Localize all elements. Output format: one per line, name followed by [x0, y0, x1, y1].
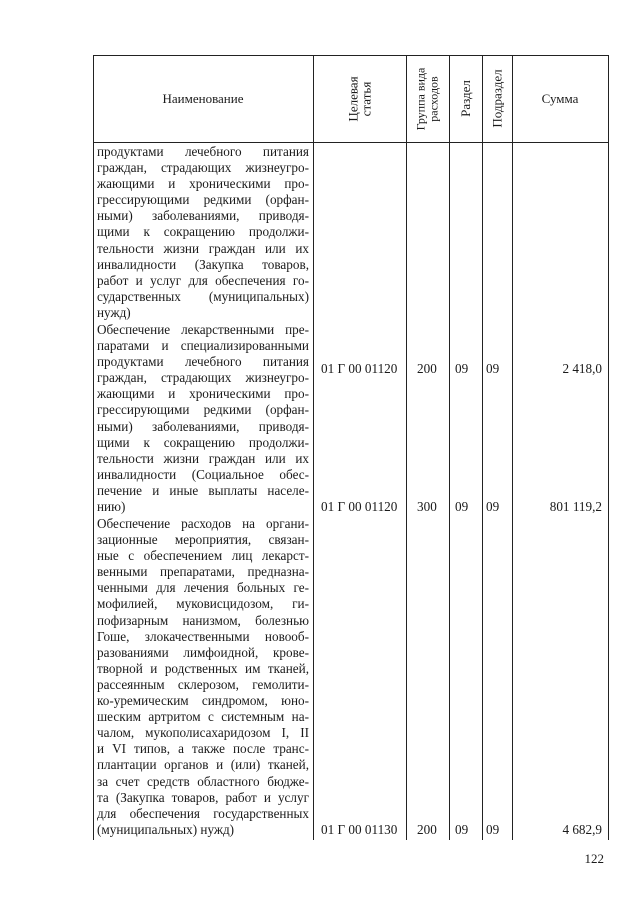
- row-subsection: 09: [486, 361, 500, 376]
- row-article: 01 Г 00 01130: [321, 822, 398, 837]
- col-border-subsection: [482, 55, 483, 840]
- row-sum: 2 418,0: [562, 361, 602, 376]
- col-border-left: [93, 55, 94, 840]
- row-name-line: ными) заболеваниями, приводя-: [97, 418, 309, 434]
- header-expense-group: [406, 55, 449, 142]
- row-group: 300: [417, 499, 437, 514]
- row-name-line: тельности жизни граждан или их: [97, 240, 309, 256]
- row-name-line: за счет средств областного бюдже-: [97, 773, 309, 789]
- row-name-line: жающими и хроническими про-: [97, 176, 309, 192]
- col-border-article: [313, 55, 314, 840]
- row-name-line: граждан, страдающих жизнеугро-: [97, 370, 309, 386]
- table-header: [93, 55, 608, 142]
- row-name-line: ко-уремическим синдромом, юно-: [97, 693, 309, 709]
- row-name-line: нию): [97, 499, 126, 515]
- row-name-line: рассеянным склерозом, гемолити-: [97, 676, 309, 692]
- row-name-line: нужд): [97, 304, 131, 320]
- row-name-line: сударственных (муниципальных): [97, 288, 309, 304]
- row-name-line: работ и услуг для обеспечения го-: [97, 272, 309, 288]
- header-target-article-label: [346, 76, 372, 121]
- row-name-line: ными) заболеваниями, приводя-: [97, 208, 309, 224]
- row-name-line: венными препаратами, предназна-: [97, 564, 309, 580]
- row-name-line: ные с обеспечением лиц лекарст-: [97, 548, 309, 564]
- row-name-line: продуктами лечебного питания: [97, 354, 309, 370]
- header-expense-group-line2: расходов: [426, 75, 441, 122]
- row-article: 01 Г 00 01120: [321, 499, 398, 514]
- row-name-line: щими к сокращению продолжи-: [97, 434, 309, 450]
- header-sum: [512, 55, 608, 142]
- row-name-line: щими к сокращению продолжи-: [97, 224, 309, 240]
- header-sum-label: Сумма: [541, 90, 579, 106]
- col-border-right: [608, 55, 609, 840]
- row-name: [97, 516, 309, 838]
- header-expense-group-label: [415, 67, 441, 130]
- row-name-line: творной и родственных им тканей,: [97, 660, 309, 676]
- col-border-group: [406, 55, 407, 840]
- row-name: [97, 144, 309, 321]
- row-name-line: чалом, мукополисахаридозом I, II: [97, 725, 309, 741]
- row-section: 09: [455, 361, 469, 376]
- header-target-article-line2: статья: [358, 81, 374, 116]
- header-target-article-line1: Целевая: [345, 75, 361, 122]
- row-article: 01 Г 00 01120: [321, 361, 398, 376]
- row-name-line: Обеспечение расходов на органи-: [97, 516, 309, 531]
- row-name: [97, 322, 309, 515]
- row-name-line: мофилией, муковисцидозом, ги-: [97, 596, 309, 612]
- header-name: [93, 55, 313, 142]
- row-name-line: и VI типов, а также после транс-: [97, 741, 309, 757]
- row-name-line: граждан, страдающих жизнеугро-: [97, 160, 309, 176]
- header-name-label: Наименование: [162, 90, 244, 106]
- row-name-line: плантации органов и (или) тканей,: [97, 757, 309, 773]
- row-name-line: ченными для лечения больных ге-: [97, 580, 309, 596]
- header-subsection: [482, 55, 512, 142]
- row-name-line: жающими и хроническими про-: [97, 386, 309, 402]
- row-sum: 4 682,9: [562, 822, 602, 837]
- col-border-section: [449, 55, 450, 840]
- row-subsection: 09: [486, 822, 500, 837]
- page-number: 122: [584, 851, 604, 866]
- row-name-line: грессирующими редкими (орфан-: [97, 192, 309, 208]
- row-name-line: Гоше, злокачественными новооб-: [97, 628, 309, 644]
- row-name-line: зационные мероприятия, связан-: [97, 532, 309, 548]
- budget-table: [93, 55, 608, 840]
- header-target-article: [313, 55, 406, 142]
- row-sum: 801 119,2: [549, 499, 602, 514]
- row-name-line: (муниципальных) нужд): [97, 821, 235, 837]
- header-section: [449, 55, 482, 142]
- row-name-line: та (Закупка товаров, работ и услуг: [97, 789, 309, 805]
- row-group: 200: [417, 822, 437, 837]
- row-section: 09: [455, 499, 469, 514]
- row-name-line: Обеспечение лекарственными пре-: [97, 322, 309, 337]
- header-bottom-border: [93, 142, 608, 143]
- row-name-line: разованиями лимфоидной, крове-: [97, 644, 309, 660]
- header-subsection-label: Подраздел: [489, 69, 505, 128]
- row-name-line: грессирующими редкими (орфан-: [97, 402, 309, 418]
- row-section: 09: [455, 822, 469, 837]
- row-name-line: тельности жизни граждан или их: [97, 450, 309, 466]
- col-border-sum: [512, 55, 513, 840]
- row-name-line: инвалидности (Закупка товаров,: [97, 256, 309, 272]
- header-expense-group-line1: Группа вида: [413, 67, 428, 130]
- header-section-label: Раздел: [458, 80, 473, 117]
- row-group: 200: [417, 361, 437, 376]
- row-name-line: паратами и специализированными: [97, 338, 309, 354]
- row-name-line: шеским артритом с системным на-: [97, 709, 309, 725]
- row-name-line: инвалидности (Социальное обес-: [97, 466, 309, 482]
- row-name-line: для обеспечения государственных: [97, 805, 309, 821]
- row-name-line: пофизарным нанизмом, болезнью: [97, 612, 309, 628]
- row-name-line: печение и иные выплаты населе-: [97, 482, 309, 498]
- row-subsection: 09: [486, 499, 500, 514]
- row-name-line: продуктами лечебного питания: [97, 144, 309, 159]
